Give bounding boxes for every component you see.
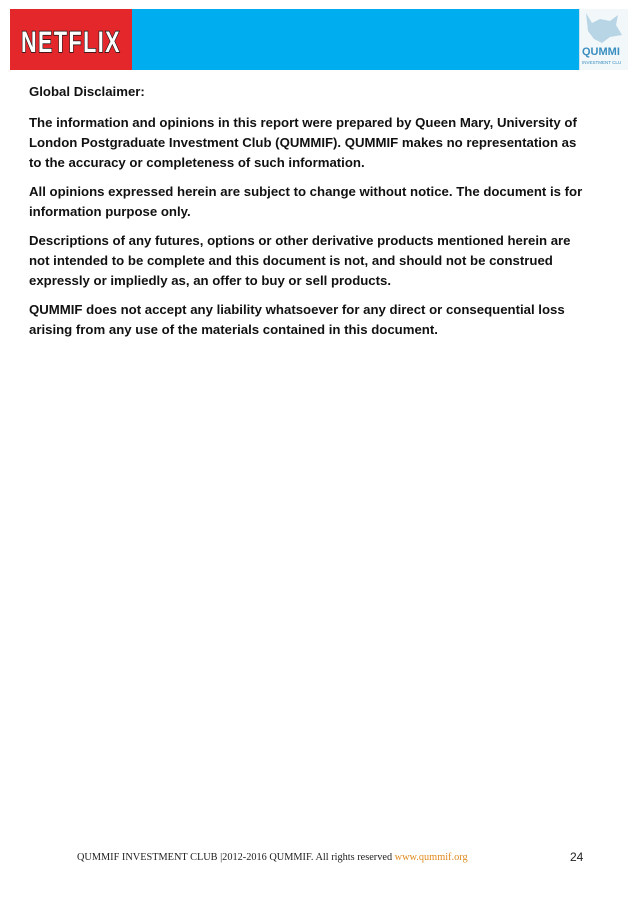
netflix-logo-text: NETFLIX (21, 26, 121, 59)
qummif-logo (579, 9, 628, 70)
disclaimer-section (29, 82, 589, 349)
footer-copyright: QUMMIF INVESTMENT CLUB |2012-2016 QUMMIF. All rights reserved (77, 852, 395, 863)
disclaimer-title: Global Disclaimer: (29, 84, 145, 99)
footer-url-link[interactable]: www.qummif.org (394, 852, 468, 863)
qummif-logo-text: QUMMI (582, 46, 620, 58)
page-number: 24 (570, 850, 584, 864)
disclaimer-paragraph: All opinions expressed herein are subject to change without notice. The document is for information purpose only. (29, 184, 583, 219)
disclaimer-paragraph: QUMMIF does not accept any liability whatsoever for any direct or consequential loss arising from any use of the materials contained in this document. (29, 302, 565, 337)
header-band (10, 9, 628, 70)
netflix-logo (10, 9, 132, 70)
disclaimer-paragraph: Descriptions of any futures, options or other derivative products mentioned herein are not intended to be complete and this document is not, and should not be construed expressly or impliedly as, an offer to buy or sell products. (29, 233, 571, 288)
bull-silhouette-icon (586, 13, 622, 43)
qummif-logo-graphic (580, 9, 628, 70)
netflix-logo-graphic (10, 9, 132, 70)
qummif-logo-subtext: INVESTMENT CLU (582, 60, 622, 65)
page-footer (77, 852, 587, 866)
disclaimer-paragraph: The information and opinions in this report were prepared by Queen Mary, University of London Postgraduate Investment Club (QUMMIF). QUMMIF makes no representation as to the accuracy or completeness of such information. (29, 115, 577, 170)
